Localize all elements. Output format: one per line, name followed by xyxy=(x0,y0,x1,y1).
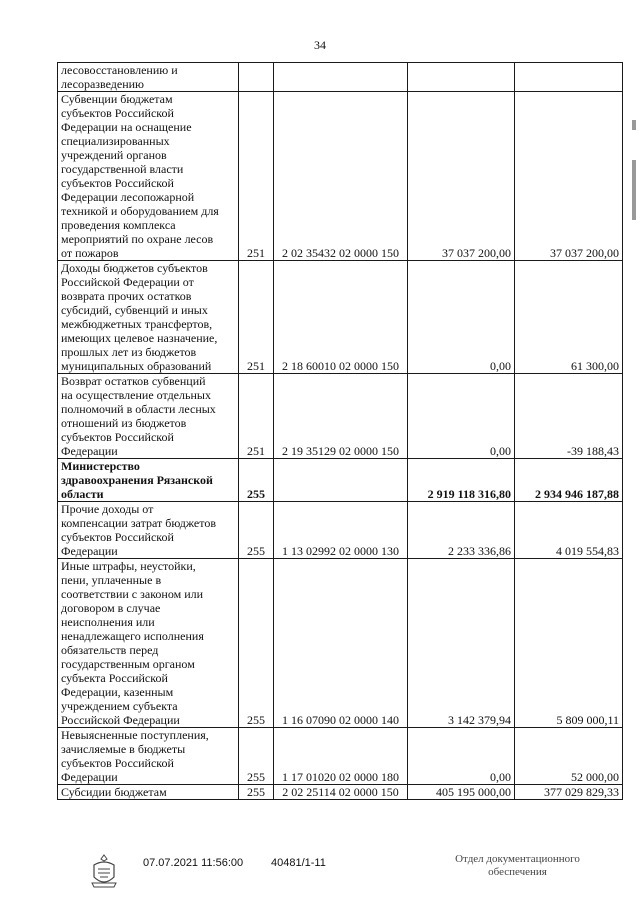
revenue-name-line: государственной власти xyxy=(61,162,184,176)
revenue-name-line: на осуществление отдельных xyxy=(61,388,211,402)
revenue-name-cell xyxy=(58,92,239,261)
revenue-name-line: области xyxy=(61,487,104,501)
table-row xyxy=(58,502,623,559)
budget-code-cell xyxy=(274,459,408,502)
planned-amount-cell: 0,00 xyxy=(408,261,515,374)
revenue-name-line: лесоразведению xyxy=(61,77,145,91)
budget-code-cell: 2 18 60010 02 0000 150 xyxy=(274,261,408,374)
revenue-name-line: пени, уплаченные в xyxy=(61,573,162,587)
revenue-name-line: обязательств перед xyxy=(61,643,159,657)
table-row xyxy=(58,785,623,800)
revenue-name-line: Субсидии бюджетам xyxy=(61,785,167,799)
revenue-name-cell xyxy=(58,261,239,374)
admin-code-cell: 255 xyxy=(239,728,274,785)
revenue-name-line: межбюджетных трансфертов, xyxy=(61,317,213,331)
revenue-name-line: учреждений органов xyxy=(61,148,167,162)
revenue-name-line: полномочий в области лесных xyxy=(61,402,216,416)
actual-amount-cell: 61 300,00 xyxy=(515,261,623,374)
department-stamp xyxy=(430,853,605,879)
budget-code-cell: 2 19 35129 02 0000 150 xyxy=(274,374,408,459)
revenue-name-line: проведения комплекса xyxy=(61,218,176,232)
revenue-name-line: Российской Федерации xyxy=(61,713,180,727)
revenue-name-line: Федерации лесопожарной xyxy=(61,190,195,204)
table-row xyxy=(58,559,623,728)
revenue-name-line: Прочие доходы от xyxy=(61,502,154,516)
table-row xyxy=(58,92,623,261)
revenue-name-line: зачисляемые в бюджеты xyxy=(61,742,186,756)
planned-amount-cell: 405 195 000,00 xyxy=(408,785,515,800)
revenue-name-line: договором в случае xyxy=(61,601,161,615)
actual-amount-cell: 377 029 829,33 xyxy=(515,785,623,800)
table-row xyxy=(58,459,623,502)
revenue-name-cell xyxy=(58,785,239,800)
admin-code-cell: 255 xyxy=(239,785,274,800)
revenue-name-line: Федерации xyxy=(61,444,118,458)
signing-datetime: 07.07.2021 11:56:00 xyxy=(143,857,244,869)
revenue-name-cell xyxy=(58,559,239,728)
budget-code-cell: 1 16 07090 02 0000 140 xyxy=(274,559,408,728)
scan-edge-mark xyxy=(632,120,636,130)
planned-amount-cell: 3 142 379,94 xyxy=(408,559,515,728)
actual-amount-cell: 5 809 000,11 xyxy=(515,559,623,728)
revenue-name-cell xyxy=(58,459,239,502)
actual-amount-cell: 37 037 200,00 xyxy=(515,92,623,261)
revenue-name-line: субсидий, субвенций и иных xyxy=(61,303,208,317)
budget-code-cell: 1 17 01020 02 0000 180 xyxy=(274,728,408,785)
actual-amount-cell xyxy=(515,63,623,92)
revenue-name-line: муниципальных образований xyxy=(61,359,212,373)
revenue-name-line: учреждением субъекта xyxy=(61,699,178,713)
revenue-name-line: Федерации, казенным xyxy=(61,685,174,699)
planned-amount-cell xyxy=(408,63,515,92)
revenue-name-line: субъектов Российской xyxy=(61,756,174,770)
budget-code-cell: 2 02 25114 02 0000 150 xyxy=(274,785,408,800)
admin-code-cell xyxy=(239,63,274,92)
document-footer xyxy=(0,853,640,905)
revenue-name-line: субъектов Российской xyxy=(61,430,174,444)
revenue-name-line: специализированных xyxy=(61,134,170,148)
revenue-name-line: неисполнения или xyxy=(61,615,155,629)
revenue-name-line: от пожаров xyxy=(61,246,119,260)
revenue-name-line: Министерство xyxy=(61,459,140,473)
table-row xyxy=(58,63,623,92)
registration-number: 40481/1-11 xyxy=(271,857,326,869)
revenue-name-line: Возврат остатков субвенций xyxy=(61,374,206,388)
revenue-table xyxy=(57,62,623,800)
actual-amount-cell: 52 000,00 xyxy=(515,728,623,785)
revenue-name-line: Доходы бюджетов субъектов xyxy=(61,261,208,275)
revenue-name-line: здравоохранения Рязанской xyxy=(61,473,213,487)
revenue-name-cell xyxy=(58,374,239,459)
admin-code-cell: 255 xyxy=(239,459,274,502)
planned-amount-cell: 2 919 118 316,80 xyxy=(408,459,515,502)
revenue-name-line: имеющих целевое назначение, xyxy=(61,331,218,345)
revenue-name-line: субъекта Российской xyxy=(61,671,168,685)
table-row xyxy=(58,374,623,459)
planned-amount-cell: 0,00 xyxy=(408,374,515,459)
budget-code-cell: 2 02 35432 02 0000 150 xyxy=(274,92,408,261)
revenue-name-line: отношений из бюджетов xyxy=(61,416,187,430)
revenue-name-line: мероприятий по охране лесов xyxy=(61,232,214,246)
revenue-name-line: Субвенции бюджетам xyxy=(61,92,173,106)
revenue-name-line: субъектов Российской xyxy=(61,176,174,190)
department-stamp-line: обеспечения xyxy=(488,866,547,878)
actual-amount-cell: 4 019 554,83 xyxy=(515,502,623,559)
revenue-table-body xyxy=(58,63,623,800)
revenue-name-line: ненадлежащего исполнения xyxy=(61,629,204,643)
budget-code-cell: 1 13 02992 02 0000 130 xyxy=(274,502,408,559)
revenue-name-line: техникой и оборудованием для xyxy=(61,204,219,218)
revenue-name-line: Невыясненные поступления, xyxy=(61,728,209,742)
revenue-name-line: государственным органом xyxy=(61,657,195,671)
table-row xyxy=(58,261,623,374)
planned-amount-cell: 37 037 200,00 xyxy=(408,92,515,261)
revenue-name-line: лесовосстановлению и xyxy=(61,63,178,77)
revenue-name-cell xyxy=(58,63,239,92)
revenue-name-line: компенсации затрат бюджетов xyxy=(61,516,217,530)
table-row xyxy=(58,728,623,785)
revenue-name-line: возврата прочих остатков xyxy=(61,289,192,303)
department-stamp-line: Отдел документационного xyxy=(455,853,580,865)
revenue-name-line: субъектов Российской xyxy=(61,106,174,120)
revenue-name-cell xyxy=(58,502,239,559)
revenue-name-line: Федерации на оснащение xyxy=(61,120,192,134)
revenue-name-line: Иные штрафы, неустойки, xyxy=(61,559,196,573)
scan-edge-mark xyxy=(632,160,636,220)
revenue-name-line: Федерации xyxy=(61,770,118,784)
revenue-name-line: Российской Федерации от xyxy=(61,275,194,289)
admin-code-cell: 251 xyxy=(239,374,274,459)
page-number: 34 xyxy=(314,38,326,52)
planned-amount-cell: 0,00 xyxy=(408,728,515,785)
admin-code-cell: 255 xyxy=(239,559,274,728)
revenue-name-cell xyxy=(58,728,239,785)
actual-amount-cell: 2 934 946 187,88 xyxy=(515,459,623,502)
revenue-name-line: соответствии с законом или xyxy=(61,587,204,601)
revenue-name-line: прошлых лет из бюджетов xyxy=(61,345,197,359)
planned-amount-cell: 2 233 336,86 xyxy=(408,502,515,559)
revenue-name-line: Федерации xyxy=(61,544,118,558)
admin-code-cell: 251 xyxy=(239,261,274,374)
coat-of-arms-logo xyxy=(90,853,118,889)
actual-amount-cell: -39 188,43 xyxy=(515,374,623,459)
revenue-name-line: субъектов Российской xyxy=(61,530,174,544)
budget-code-cell xyxy=(274,63,408,92)
admin-code-cell: 255 xyxy=(239,502,274,559)
admin-code-cell: 251 xyxy=(239,92,274,261)
